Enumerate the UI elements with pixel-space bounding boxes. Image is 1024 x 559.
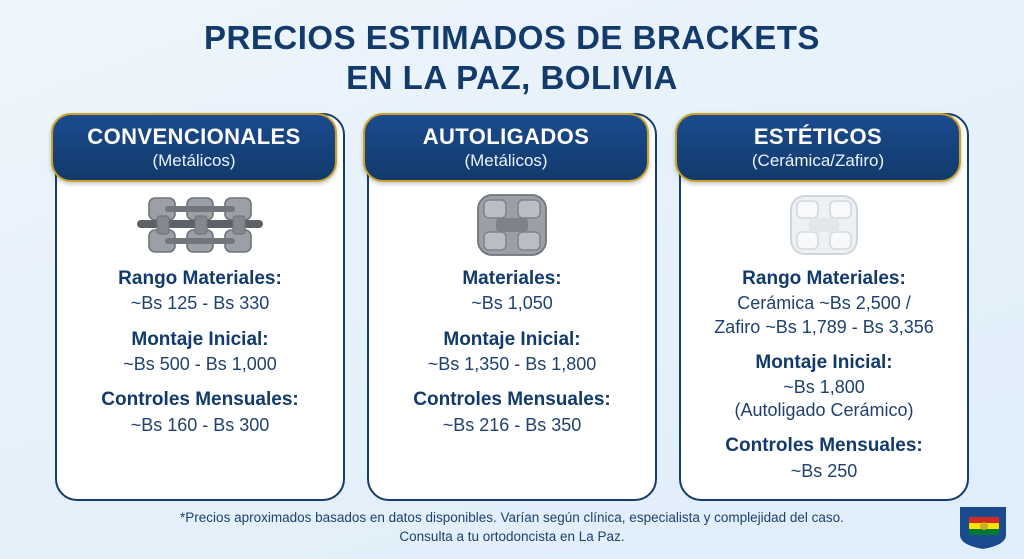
price-card-autoligados <box>367 113 657 502</box>
card-subtitle: (Metálicos) <box>152 150 236 170</box>
price-row-label: Controles Mensuales: <box>725 435 923 457</box>
footnote-line-1: *Precios aproximados basados en datos disponibles. Varían según clínica, especialista y complejidad del caso. <box>180 509 844 525</box>
price-row-value: ~Bs 1,050 <box>471 293 553 314</box>
price-row <box>69 329 331 377</box>
card-title: AUTOLIGADOS <box>422 123 590 149</box>
price-card-esteticos <box>679 113 969 502</box>
price-row <box>381 268 643 316</box>
self-ligating-bracket-icon <box>466 182 558 268</box>
price-row-label: Rango Materiales: <box>742 267 906 289</box>
price-row <box>381 389 643 437</box>
card-title: ESTÉTICOS <box>753 123 883 149</box>
card-rows <box>693 268 955 484</box>
bolivia-flag-badge <box>956 505 1010 551</box>
card-rows <box>69 268 331 437</box>
price-row <box>381 329 643 377</box>
card-subtitle: (Cerámica/Zafiro) <box>751 150 885 170</box>
card-header <box>51 113 337 182</box>
card-header <box>363 113 649 182</box>
price-row-label: Montaje Inicial: <box>443 328 581 350</box>
price-row-value: ~Bs 1,350 - Bs 1,800 <box>427 354 597 375</box>
price-row-label: Controles Mensuales: <box>101 389 299 411</box>
price-row <box>69 389 331 437</box>
price-row-value: ~Bs 500 - Bs 1,000 <box>123 354 277 375</box>
price-row-value: ~Bs 125 - Bs 330 <box>130 293 270 314</box>
footnote <box>0 508 1024 547</box>
page-title-line-1: PRECIOS ESTIMADOS DE BRACKETS <box>204 19 820 56</box>
price-row-value: ~Bs 250 <box>790 461 858 482</box>
page-title-line-2: EN LA PAZ, BOLIVIA <box>346 59 678 97</box>
price-row-value: Cerámica ~Bs 2,500 / Zafiro ~Bs 1,789 - Bs 3,356 <box>714 293 934 337</box>
price-card-convencionales <box>55 113 345 502</box>
price-row-label: Rango Materiales: <box>118 267 282 289</box>
price-row-label: Montaje Inicial: <box>755 351 893 373</box>
price-row-value: ~Bs 216 - Bs 350 <box>442 415 582 436</box>
card-title: CONVENCIONALES <box>87 123 301 149</box>
price-row-value: ~Bs 1,800 (Autoligado Cerámico) <box>734 377 914 421</box>
card-header <box>675 113 961 182</box>
price-row <box>693 352 955 423</box>
price-row <box>693 435 955 483</box>
footnote-line-2: Consulta a tu ortodoncista en La Paz. <box>399 529 625 545</box>
price-row-value: ~Bs 160 - Bs 300 <box>130 415 270 436</box>
price-row-label: Controles Mensuales: <box>413 389 611 411</box>
price-row <box>69 268 331 316</box>
price-cards-row <box>0 99 1024 502</box>
ceramic-bracket-icon <box>781 182 867 268</box>
page-title <box>0 0 1024 99</box>
card-rows <box>381 268 643 437</box>
price-row <box>693 268 955 339</box>
price-row-label: Montaje Inicial: <box>131 328 269 350</box>
price-row-label: Materiales: <box>462 267 562 289</box>
card-subtitle: (Metálicos) <box>464 150 548 170</box>
metal-bracket-with-wire-icon <box>135 182 265 268</box>
